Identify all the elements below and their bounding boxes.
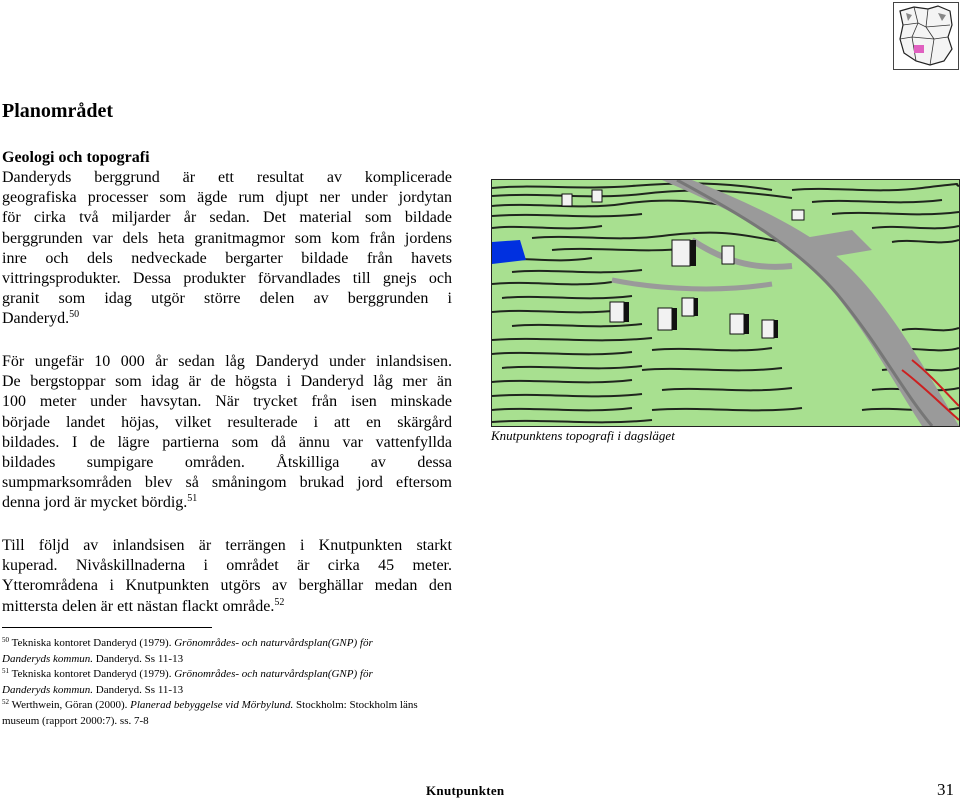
topography-render-image	[491, 179, 960, 427]
image-caption: Knutpunktens topografi i dagsläget	[491, 428, 675, 443]
text-line: började landet höjas, vilket resulterade i att en skärgård	[2, 413, 452, 431]
text-line: vittringsprodukter. Dessa produkter förvandlades till gnejs och	[2, 270, 452, 288]
map-outline-icon	[894, 3, 958, 69]
text-line: Danderyds berggrund är ett resultat av komplicerade	[2, 169, 452, 186]
text-line: för cirka två miljarder år sedan. Det material som bildade	[2, 209, 452, 227]
text-line: granit som idag utgör större delen av berggrunden i	[2, 290, 452, 308]
text-line: kuperad. Nivåskillnaderna i området är cirka 45 meter.	[2, 557, 452, 575]
footnote-ref: 52	[274, 596, 285, 608]
location-map-thumbnail	[893, 2, 959, 70]
footer-document-title: Knutpunkten	[426, 783, 505, 798]
text-line: geografiska processer som ägde rum djupt ner under jordytan	[2, 189, 452, 207]
text-line: sumpmarksområden blev så småningom brukad jord eftersom	[2, 474, 452, 492]
footnote-ref: 50	[69, 309, 80, 321]
text-line: Till följd av inlandsisen är terrängen i Knutpunkten starkt	[2, 537, 452, 554]
footnote-ref: 51	[187, 493, 198, 505]
footnote-52-cont: museum (rapport 2000:7). ss. 7-8	[2, 714, 149, 727]
text-line: 100 meter under havsytan. När trycket från isen minskade	[2, 393, 452, 411]
text-line: berggrunden var dels heta granitmagmor som kom från jordens	[2, 229, 452, 247]
text-line: bildades sumpigare områden. Åtskilliga av dessa	[2, 454, 452, 472]
terrain-model-illustration	[492, 180, 959, 426]
text-line: inre och dels nedveckade bergarter bildade från havets	[2, 249, 452, 267]
footnote-50-cont: Danderyds kommun. Danderyd. Ss 11-13	[2, 652, 184, 665]
text-line: mittersta delen är ett nästan flackt område.$^{52}$	[2, 596, 285, 615]
text-line: Ytterområdena i Knutpunkten utgörs av berghällar medan den	[2, 577, 452, 595]
section-subheading: Geologi och topografi	[2, 149, 150, 166]
paragraph-terrain	[2, 536, 452, 617]
footnote-50: $^{50}$ Tekniska kontoret Danderyd (1979). Grönområdes- och naturvårdsplan(GNP) för	[2, 636, 373, 649]
text-line: Danderyd.$^{50}$	[2, 309, 80, 328]
footnote-51-cont: Danderyds kommun. Danderyd. Ss 11-13	[2, 683, 184, 696]
page-number: 31	[937, 780, 954, 799]
footnote-divider	[2, 627, 212, 628]
text-line: De bergstoppar som idag är de högsta i Danderyd låg mer än	[2, 373, 452, 391]
footnotes	[2, 636, 462, 730]
page-title: Planområdet	[2, 100, 114, 122]
paragraph-geology	[2, 168, 452, 330]
text-line: bildades. I de lägre partierna som då ännu var vattenfyllda	[2, 433, 452, 451]
footnote-52: $^{52}$ Werthwein, Göran (2000). Planerad bebyggelse vid Mörbylund. Stockholm: Stockholm läns	[2, 698, 418, 712]
footnote-51: $^{51}$ Tekniska kontoret Danderyd (1979). Grönområdes- och naturvårdsplan(GNP) för	[2, 667, 373, 681]
text-line: För ungefär 10 000 år sedan låg Danderyd under inlandsisen.	[2, 353, 452, 370]
text-line: denna jord är mycket bördig.$^{51}$	[2, 493, 198, 512]
paragraph-ice-age	[2, 352, 452, 514]
